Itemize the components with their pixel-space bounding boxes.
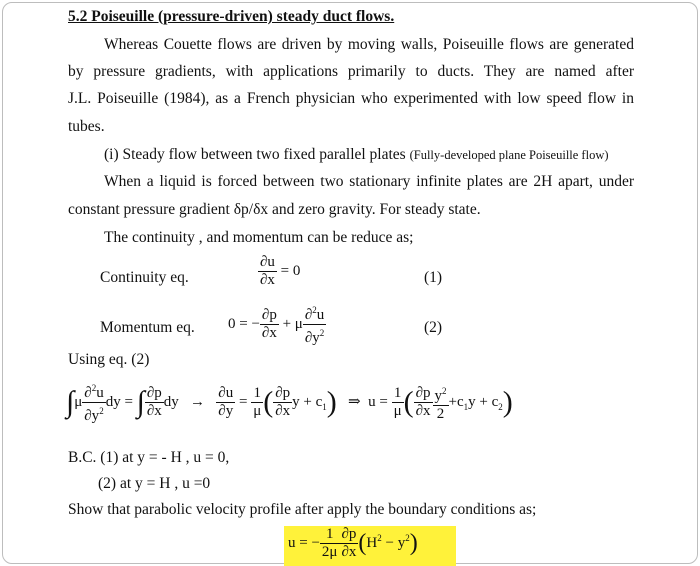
task-line: Show that parabolic velocity profile after apply the boundary conditions as; [68,501,537,518]
intro-line-4: tubes. [68,118,105,135]
intro-line-2: by pressure gradients, with applications primarily to ducts. They are named after [68,63,634,80]
momentum-equation: 0 = − $\frac{\partial p}{\partial x}$ + μ $\frac{\partial^2u}{\partial y^2}$ [228,302,326,347]
intro-line-1: Whereas Couette flows are driven by moving walls, Poiseuille flows are generated [104,36,634,53]
continuity-equation: $\frac{\partial u}{\partial x}$ = 0 [260,254,301,288]
case-line-2: constant pressure gradient δp/δx and zero gravity. For steady state. [68,201,481,218]
momentum-label: Momentum eq. [100,319,195,336]
momentum-number: (2) [424,319,443,336]
case-heading-text: (i) Steady flow between two fixed parallel plates [104,146,406,163]
bc-line-1: B.C. (1) at y = - H , u = 0, [68,449,230,466]
result-equation: u = − $\frac{1}{2\mu}$ $\frac{\partial p}{\partial x}$ $(H^2 - y^2)$ [288,526,418,560]
case-heading [104,145,609,165]
continuity-label: Continuity eq. [100,269,189,286]
continuity-number: (1) [424,269,443,286]
reduce-line: The continuity , and momentum can be reduce as; [104,229,414,246]
integration-equation: ∫μ $\frac{\partial^2u}{\partial y^2}$ dy = ∫ $\frac{\partial p}{\partial x}$ dy → $\frac{\partial u}{\partial y}$ = $\frac{1}{\mu}$ ( $\frac{\partial p}{\partial x}$ $y + c_1$) ⇒ u = $\frac{1}{\mu}$ ( $\frac{\partial p}{\partial x}$ $\frac{y^2}{2}$ $+c_1y + c_2$) [66,380,513,425]
case-line-1: When a liquid is forced between two stationary infinite plates are 2H apart, under [104,173,634,190]
intro-line-3: J.L. Poiseuille (1984), as a French physician who experimented with low speed flow in [68,90,634,107]
case-heading-note: (Fully-developed plane Poiseuille flow) [409,148,609,162]
section-title: 5.2 Poiseuille (pressure-driven) steady duct flows. [68,8,395,25]
using-label: Using eq. (2) [68,351,150,368]
bc-line-2: (2) at y = H , u =0 [98,475,211,492]
